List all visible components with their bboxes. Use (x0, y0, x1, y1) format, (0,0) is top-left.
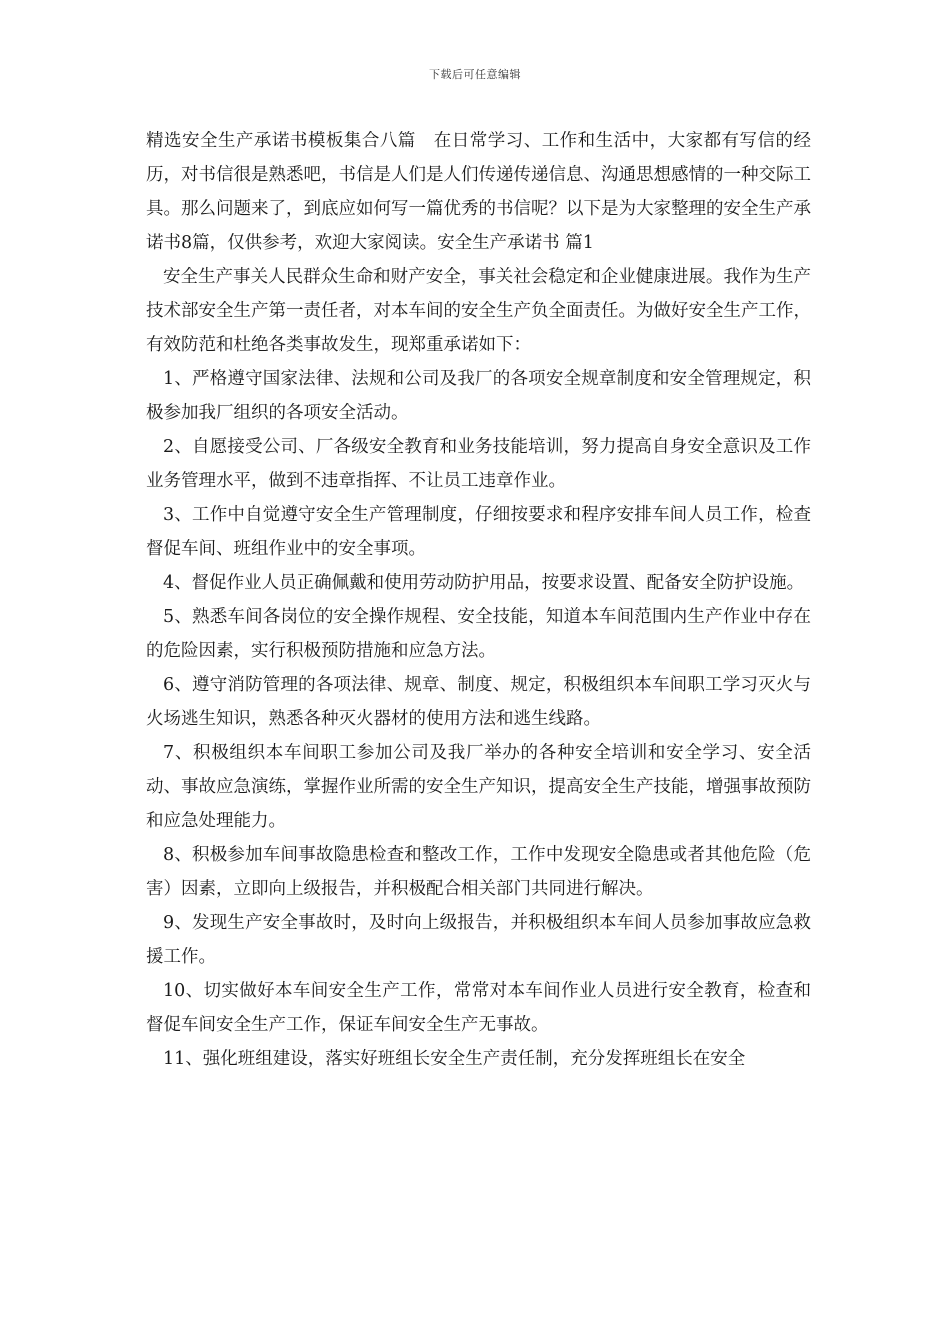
commitment-item-7: 7、积极组织本车间职工参加公司及我厂举办的各种安全培训和安全学习、安全活动、事故应急演练，掌握作业所需的安全生产知识，提高安全生产技能，增强事故预防和应急处理能力。 (146, 743, 811, 831)
commitment-item-2: 2、自愿接受公司、厂各级安全教育和业务技能培训，努力提高自身安全意识及工作业务管理水平，做到不违章指挥、不让员工违章作业。 (146, 437, 811, 491)
download-note: 下载后可任意编辑 (429, 68, 521, 81)
commitment-item-4: 4、督促作业人员正确佩戴和使用劳动防护用品，按要求设置、配备安全防护设施。 (163, 573, 805, 593)
commitment-item-9: 9、发现生产安全事故时，及时向上级报告，并积极组织本车间人员参加事故应急救援工作。 (146, 913, 811, 967)
document-body (146, 124, 811, 1076)
intro-paragraph: 精选安全生产承诺书模板集合八篇 在日常学习、工作和生活中，大家都有写信的经历，对书信很是熟悉吧，书信是人们是人们传递传递信息、沟通思想感情的一种交际工具。那么问题来了，到底应如何写一篇优秀的书信呢？以下是为大家整理的安全生产承诺书8篇，仅供参考，欢迎大家阅读。安全生产承诺书 篇1 (146, 131, 811, 253)
commitment-item-10: 10、切实做好本车间安全生产工作，常常对本车间作业人员进行安全教育，检查和督促车间安全生产工作，保证车间安全生产无事故。 (146, 981, 811, 1035)
commitment-item-6: 6、遵守消防管理的各项法律、规章、制度、规定，积极组织本车间职工学习灭火与火场逃生知识，熟悉各种灭火器材的使用方法和逃生线路。 (146, 675, 811, 729)
opening-paragraph: 安全生产事关人民群众生命和财产安全，事关社会稳定和企业健康进展。我作为生产技术部安全生产第一责任者，对本车间的安全生产负全面责任。为做好安全生产工作，有效防范和杜绝各类事故发生，现郑重承诺如下： (146, 267, 811, 355)
commitment-item-5: 5、熟悉车间各岗位的安全操作规程、安全技能，知道本车间范围内生产作业中存在的危险因素，实行积极预防措施和应急方法。 (146, 607, 811, 661)
commitment-item-1: 1、严格遵守国家法律、法规和公司及我厂的各项安全规章制度和安全管理规定，积极参加我厂组织的各项安全活动。 (146, 369, 811, 423)
commitment-item-11: 11、强化班组建设，落实好班组长安全生产责任制，充分发挥班组长在安全 (163, 1049, 746, 1069)
commitment-item-3: 3、工作中自觉遵守安全生产管理制度，仔细按要求和程序安排车间人员工作，检查督促车间、班组作业中的安全事项。 (146, 505, 811, 559)
commitment-item-8: 8、积极参加车间事故隐患检查和整改工作，工作中发现安全隐患或者其他危险（危害）因素，立即向上级报告，并积极配合相关部门共同进行解决。 (146, 845, 811, 899)
